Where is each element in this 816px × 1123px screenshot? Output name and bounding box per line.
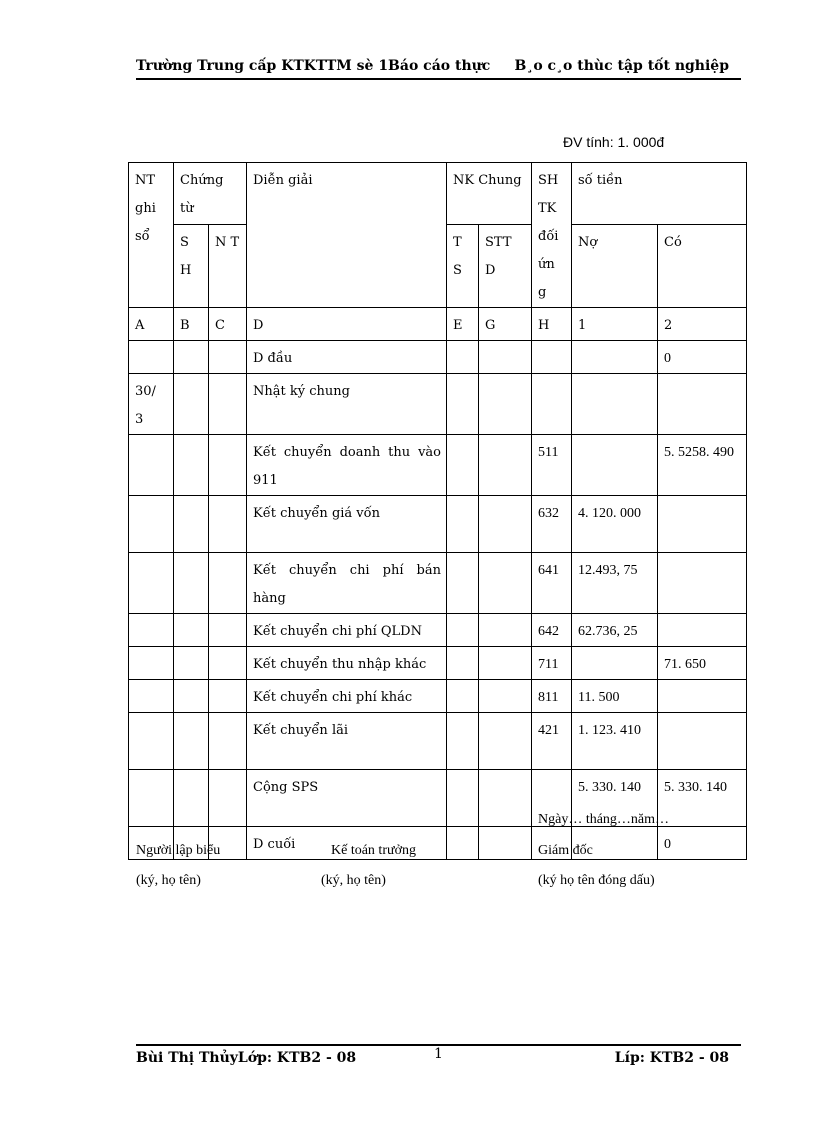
col-sotien-header: số tiền: [572, 163, 747, 225]
col-nt-header: NT ghi sổ: [129, 163, 174, 308]
row-credit-cell: [658, 553, 747, 614]
code-row: [129, 308, 747, 341]
code-cell: 1: [572, 308, 658, 341]
table-row: [129, 374, 747, 435]
col-nt2-header: N T: [209, 225, 247, 308]
row-description-cell: Nhật ký chung: [247, 374, 447, 435]
row-ts-cell: [447, 435, 479, 496]
unit-note: ĐV tính: 1. 000đ: [563, 134, 665, 150]
col-chungtu-header: Chứng từ: [174, 163, 247, 225]
row-date-cell: [129, 614, 174, 647]
row-ts-cell: [447, 647, 479, 680]
row-debit-cell: [572, 374, 658, 435]
row-ts-cell: [447, 770, 479, 827]
sig-preparer-title: Người lập biểu: [136, 843, 221, 858]
row-date-cell: [129, 496, 174, 553]
row-credit-cell: [658, 713, 747, 770]
row-sh-cell: [174, 496, 209, 553]
header-right: B¸o c¸o thùc tập tốt nghiệp: [514, 58, 729, 74]
row-debit-cell: [572, 341, 658, 374]
row-ts-cell: [447, 374, 479, 435]
code-cell: A: [129, 308, 174, 341]
row-sh-cell: [174, 647, 209, 680]
code-cell: C: [209, 308, 247, 341]
table-row: [129, 341, 747, 374]
row-sttd-cell: [479, 553, 532, 614]
row-date-cell: [129, 680, 174, 713]
date-line: Ngày… tháng…năm…: [538, 812, 670, 827]
row-sttd-cell: [479, 770, 532, 827]
row-debit-cell: [572, 435, 658, 496]
row-ts-cell: [447, 680, 479, 713]
row-credit-cell: 71. 650: [658, 647, 747, 680]
table-row: [129, 827, 747, 860]
row-nt-cell: [209, 647, 247, 680]
row-sh-cell: [174, 770, 209, 827]
row-debit-cell: [572, 647, 658, 680]
row-sttd-cell: [479, 496, 532, 553]
row-sttd-cell: [479, 647, 532, 680]
row-account-cell: 511: [532, 435, 572, 496]
row-date-cell: [129, 553, 174, 614]
row-nt-cell: [209, 770, 247, 827]
table-row: [129, 496, 747, 553]
header-row-1: [129, 163, 747, 225]
sig-director-title: Giám đốc: [538, 843, 593, 858]
row-credit-cell: 5. 5258. 490: [658, 435, 747, 496]
col-sttd-header: STT D: [479, 225, 532, 308]
row-ts-cell: [447, 827, 479, 860]
row-credit-cell: [658, 496, 747, 553]
row-sttd-cell: [479, 374, 532, 435]
col-shtk-header: SH TK đối ứn g: [532, 163, 572, 308]
header-left: Trường Trung cấp KTKTTM sè 1Báo cáo thực: [136, 58, 491, 74]
row-sh-cell: [174, 614, 209, 647]
page-number: 1: [434, 1046, 443, 1062]
row-ts-cell: [447, 496, 479, 553]
table-row: [129, 680, 747, 713]
row-date-cell: [129, 341, 174, 374]
row-account-cell: 632: [532, 496, 572, 553]
row-sttd-cell: [479, 341, 532, 374]
row-description-cell: D cuối: [247, 827, 447, 860]
row-date-cell: [129, 713, 174, 770]
row-description-cell: Kết chuyển thu nhập khác: [247, 647, 447, 680]
row-sh-cell: [174, 435, 209, 496]
row-description-cell: Kết chuyển chi phí khác: [247, 680, 447, 713]
col-diengiai-header: Diễn giải: [247, 163, 447, 308]
row-description-cell: Kết chuyển doanh thu vào 911: [247, 435, 447, 496]
row-description-cell: Kết chuyển chi phí bán hàng: [247, 553, 447, 614]
row-sh-cell: [174, 680, 209, 713]
row-description-cell: Kết chuyển giá vốn: [247, 496, 447, 553]
row-ts-cell: [447, 341, 479, 374]
row-nt-cell: [209, 496, 247, 553]
row-sttd-cell: [479, 614, 532, 647]
code-cell: B: [174, 308, 209, 341]
row-account-cell: 642: [532, 614, 572, 647]
row-debit-cell: 62.736, 25: [572, 614, 658, 647]
row-nt-cell: [209, 435, 247, 496]
row-sttd-cell: [479, 680, 532, 713]
row-description-cell: Kết chuyển chi phí QLDN: [247, 614, 447, 647]
row-nt-cell: [209, 341, 247, 374]
row-account-cell: 711: [532, 647, 572, 680]
row-sttd-cell: [479, 435, 532, 496]
row-nt-cell: [209, 680, 247, 713]
row-credit-cell: [658, 680, 747, 713]
row-date-cell: 30/ 3: [129, 374, 174, 435]
row-account-cell: 421: [532, 713, 572, 770]
row-credit-cell: [658, 614, 747, 647]
row-nt-cell: [209, 713, 247, 770]
table-row: [129, 713, 747, 770]
row-ts-cell: [447, 713, 479, 770]
table-row: [129, 614, 747, 647]
row-description-cell: D đầu: [247, 341, 447, 374]
table-row: [129, 435, 747, 496]
row-nt-cell: [209, 374, 247, 435]
row-account-cell: [532, 341, 572, 374]
row-date-cell: [129, 770, 174, 827]
row-debit-cell: 5. 330. 140: [572, 770, 658, 827]
row-ts-cell: [447, 614, 479, 647]
row-credit-cell: [658, 374, 747, 435]
row-sh-cell: [174, 713, 209, 770]
row-account-cell: 641: [532, 553, 572, 614]
code-cell: 2: [658, 308, 747, 341]
row-date-cell: [129, 435, 174, 496]
footer-right: Líp: KTB2 - 08: [614, 1050, 729, 1066]
row-sh-cell: [174, 341, 209, 374]
row-credit-cell: 5. 330. 140: [658, 770, 747, 827]
row-debit-cell: 12.493, 75: [572, 553, 658, 614]
row-description-cell: Kết chuyển lãi: [247, 713, 447, 770]
col-co-header: Có: [658, 225, 747, 308]
col-ts-header: T S: [447, 225, 479, 308]
sig-director-note: (ký họ tên đóng dấu): [538, 873, 655, 888]
code-cell: E: [447, 308, 479, 341]
row-sh-cell: [174, 374, 209, 435]
code-cell: G: [479, 308, 532, 341]
row-nt-cell: [209, 553, 247, 614]
row-credit-cell: 0: [658, 827, 747, 860]
page-footer: [136, 1044, 741, 1070]
page-header: [136, 58, 741, 80]
sig-accountant-title: Kế toán trưởng: [331, 843, 416, 858]
row-nt-cell: [209, 614, 247, 647]
ledger-table: [128, 162, 747, 860]
row-date-cell: [129, 647, 174, 680]
row-sh-cell: [174, 553, 209, 614]
row-description-cell: Cộng SPS: [247, 770, 447, 827]
sig-accountant-note: (ký, họ tên): [321, 873, 386, 888]
row-credit-cell: 0: [658, 341, 747, 374]
table-row: [129, 553, 747, 614]
code-cell: H: [532, 308, 572, 341]
row-ts-cell: [447, 553, 479, 614]
footer-left: Bùi Thị ThủyLớp: KTB2 - 08: [136, 1050, 357, 1066]
col-no-header: Nợ: [572, 225, 658, 308]
row-debit-cell: 1. 123. 410: [572, 713, 658, 770]
row-account-cell: 811: [532, 680, 572, 713]
sig-preparer-note: (ký, họ tên): [136, 873, 201, 888]
table-row: [129, 647, 747, 680]
col-nkchung-header: NK Chung: [447, 163, 532, 225]
row-debit-cell: 4. 120. 000: [572, 496, 658, 553]
row-debit-cell: 11. 500: [572, 680, 658, 713]
code-cell: D: [247, 308, 447, 341]
row-sttd-cell: [479, 827, 532, 860]
row-sttd-cell: [479, 713, 532, 770]
col-sh-header: S H: [174, 225, 209, 308]
row-account-cell: [532, 374, 572, 435]
